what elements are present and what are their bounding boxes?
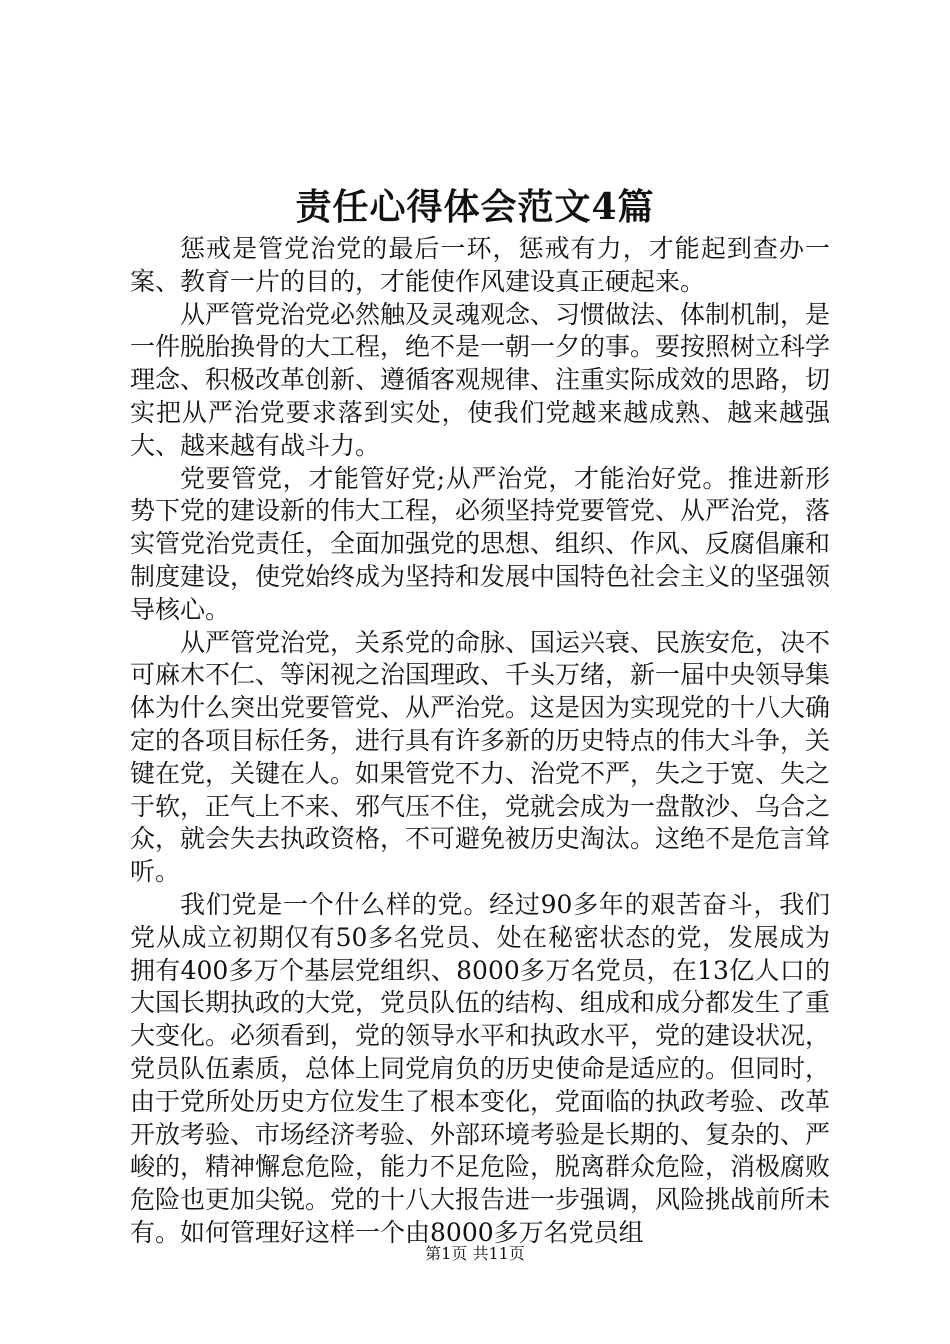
page-number-footer: 第1页 共11页 bbox=[425, 1244, 525, 1263]
paragraph-3: 党要管党，才能管好党;从严治党，才能治好党。推进新形势下党的建设新的伟大工程，必须坚持党要管党、从严治党，落实管党治党责任，全面加强党的思想、组织、作风、反腐倡廉和制度建设，使党始终成为坚持和发展中国特色社会主义的坚强领导核心。 bbox=[130, 463, 831, 624]
document-title: 责任心得体会范文4篇 bbox=[295, 186, 655, 228]
document-body bbox=[130, 233, 830, 1250]
paragraph-1: 惩戒是管党治党的最后一环，惩戒有力，才能起到查办一案、教育一片的目的，才能使作风建设真正硬起来。 bbox=[130, 234, 830, 296]
paragraph-2: 从严管党治党必然触及灵魂观念、习惯做法、体制机制，是一件脱胎换骨的大工程，绝不是一朝一夕的事。要按照树立科学理念、积极改革创新、遵循客观规律、注重实际成效的思路，切实把从严治党要求落到实处，使我们党越来越成熟、越来越强大、越来越有战斗力。 bbox=[130, 299, 831, 460]
paragraph-5: 我们党是一个什么样的党。经过90多年的艰苦奋斗，我们党从成立初期仅有50多名党员、处在秘密状态的党，发展成为拥有400多万个基层党组织、8000多万名党员，在13亿人口的大国长期执政的大党，党员队伍的结构、组成和成分都发生了重大变化。必须看到，党的领导水平和执政水平，党的建设状况，党员队伍素质，总体上同党肩负的历史使命是适应的。但同时，由于党所处历史方位发生了根本变化，党面临的执政考验、改革开放考验、市场经济考验、外部环境考验是长期的、复杂的、严峻的，精神懈怠危险，能力不足危险，脱离群众危险，消极腐败危险也更加尖锐。党的十八大报告进一步强调，风险挑战前所未有。如何管理好这样一个由8000多万名党员组 bbox=[130, 889, 831, 1247]
paragraph-4: 从严管党治党，关系党的命脉、国运兴衰、民族安危，决不可麻木不仁、等闲视之治国理政、千头万绪，新一届中央领导集体为什么突出党要管党、从严治党。这是因为实现党的十八大确定的各项目标任务，进行具有许多新的历史特点的伟大斗争，关键在党，关键在人。如果管党不力、治党不严，失之于宽、失之于软，正气上不来、邪气压不住，党就会成为一盘散沙、乌合之众，就会失去执政资格，不可避免被历史淘汰。这绝不是危言耸听。 bbox=[130, 627, 831, 887]
